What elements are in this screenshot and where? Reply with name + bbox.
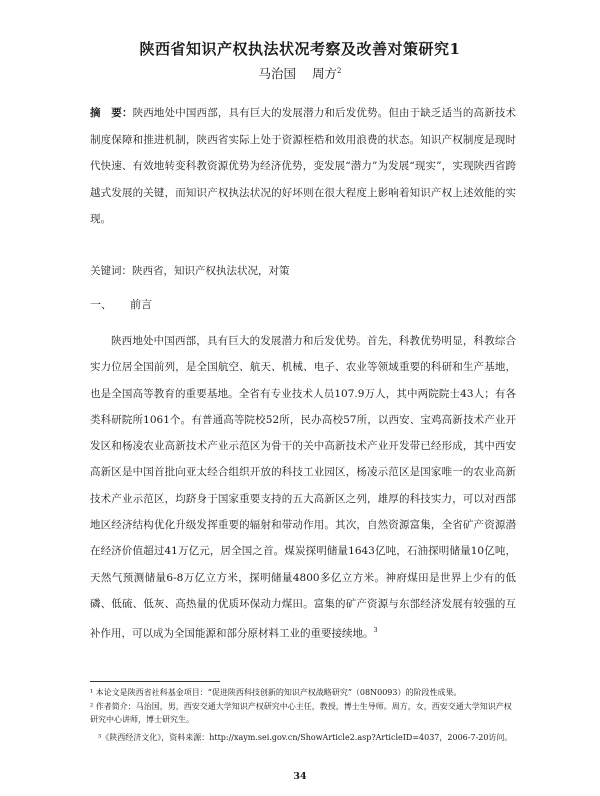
footnote-2: ² 作者简介：马治国，男，西安交通大学知识产权研究中心主任，教授，博士生导师。周方，女，西安交通大学知识产权研究中心讲师，博士研究生。 — [90, 701, 512, 724]
abstract-label: 摘 要： — [90, 107, 133, 119]
author-footnote-mark: 2 — [337, 66, 342, 75]
keywords: 关键词：陕西省，知识产权执法状况，对策 — [90, 265, 290, 277]
body-footnote-mark: 3 — [373, 626, 378, 635]
footnote-3: ³《陕西经济文化》，资料来源：http://xaym.sei.gov.cn/ShowArticle2.asp?ArticleID=4037，2006-7-20访问。 — [98, 732, 513, 742]
abstract — [90, 100, 516, 233]
section-heading — [90, 296, 152, 312]
body-paragraph — [90, 328, 516, 647]
page-number: 34 — [293, 771, 307, 782]
author-line — [0, 64, 600, 82]
footnote-divider — [90, 681, 220, 682]
section-number: 一、 — [90, 298, 112, 311]
footnotes — [90, 686, 516, 744]
author-first: 马治国 — [258, 66, 297, 81]
body-paragraph-text: 陕西地处中国西部，具有巨大的发展潜力和后发优势。首先，科教优势明显，科教综合实力位居全国前列，是全国航空、航天、机械、电子、农业等领域重要的科研和生产基地，也是全国高等教育的重要基地。全省有专业技术人员107.9万人，其中两院院士43人；有各类科研院所1061个。有普通高等院校52所，民办高校57所，以西安、宝鸡高新技术产业开发区和杨凌农业高新技术产业示范区为骨干的关中高新技术产业开发带已经形成，其中西安高新区是中国首批向亚太经合组织开放的科技工业园区，杨凌示范区是国家唯一的农业高新技术产业示范区，均跻身于国家重要支持的五大高新区之列，雄厚的科技实力，可以对西部地区经济结构优化升级发挥重要的辐射和带动作用。其次，自然资源富集，全省矿产资源潜在经济价值超过41万亿元，居全国之首。煤炭探明储量1643亿吨，石油探明储量10亿吨，天然气预测储量6-8万亿立方米，探明储量4800多亿立方米。神府煤田是世界上少有的低磷、低硫、低灰、高热量的优质环保动力煤田。富集的矿产资源与东部经济发展有较强的互补作用，可以成为全国能源和部分原材料工业的重要接续地。 — [90, 335, 516, 640]
author-second: 周方 — [312, 66, 338, 81]
section-title: 前言 — [130, 298, 152, 311]
abstract-text: 陕西地处中国西部，具有巨大的发展潜力和后发优势。但由于缺乏适当的高新技术制度保障和推进机制，陕西省实际上处于资源桎梏和效用浪费的状态。知识产权制度是现时代快速、有效地转变科教资源优势为经济优势，变发展“潜力”为发展“现实”，实现陕西省跨越式发展的关键，而知识产权执法状况的好坏则在很大程度上影响着知识产权上述效能的实现。 — [90, 107, 517, 225]
footnote-1: ¹ 本论文是陕西省社科基金项目：“促进陕西科技创新的知识产权战略研究”（08N0093）的阶段性成果。 — [90, 688, 462, 697]
paper-title: 陕西省知识产权执法状况考察及改善对策研究1 — [139, 40, 461, 58]
